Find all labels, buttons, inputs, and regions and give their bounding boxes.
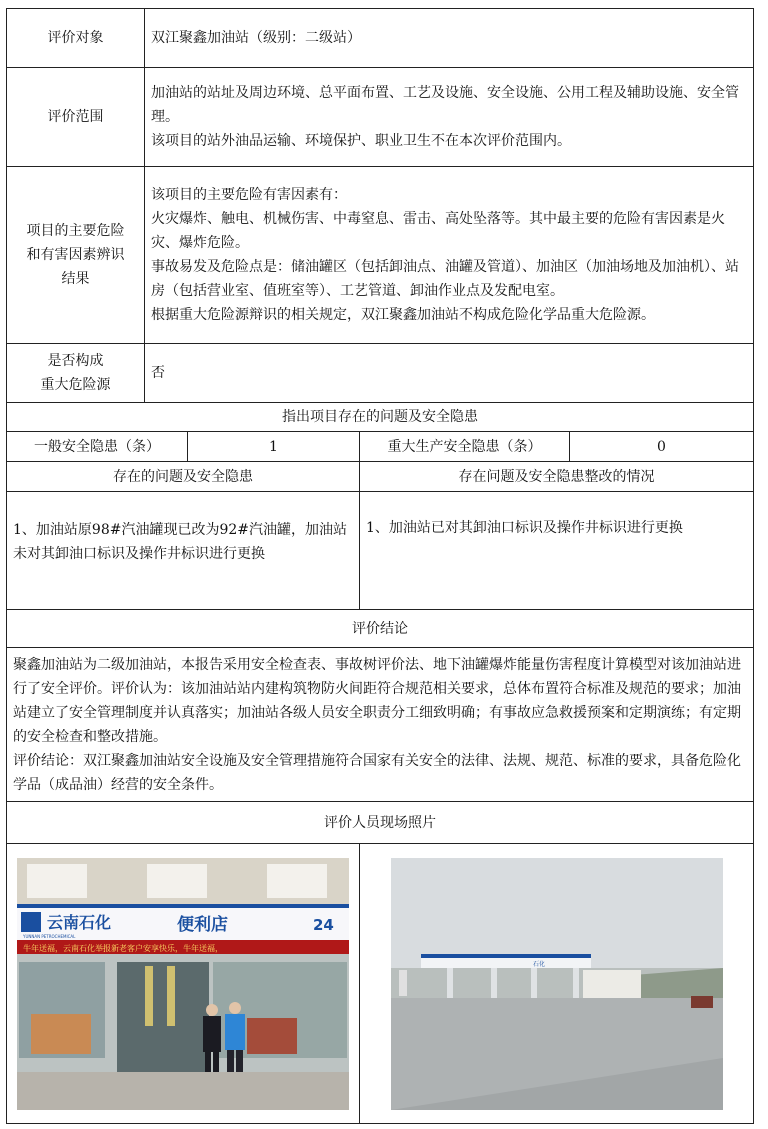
sign-24-text: 24: [313, 915, 334, 934]
value-general-hazards: 1: [188, 432, 360, 462]
value-evaluation-object: 双江聚鑫加油站（级别：二级站）: [145, 9, 754, 68]
value-major-hazards: 0: [570, 432, 754, 462]
value-main-hazards: [145, 167, 754, 344]
label-major-hazard-source: [7, 344, 145, 403]
row-issues-heading: [7, 403, 754, 432]
label-main-hazards: 项目的主要危险和有害因素辨识结果: [7, 167, 145, 344]
column-rectification: 存在问题及安全隐患整改的情况: [360, 462, 754, 492]
row-conclusion-heading: [7, 610, 754, 648]
evaluation-table: [6, 8, 754, 1124]
storefront-photo-image: [17, 858, 349, 1110]
row-issue-columns: [7, 462, 754, 492]
conclusion-paragraph: 聚鑫加油站为二级加油站，本报告采用安全检查表、事故树评价法、地下油罐爆炸能量伤害程度计算模型对该加油站进行了安全评价。评价认为：该加油站站内建构筑物防火间距符合规范相关要求，总体布置符合标准及规范的要求；加油站建立了安全管理制度并认真落实；加油站各级人员安全职责分工细致明确；有事故应急救援预案和定期演练；有定期的安全检查和整改措施。: [13, 656, 741, 745]
value-major-hazard-source: 否: [145, 344, 754, 403]
station-photo-image: [391, 858, 723, 1110]
label-line: 是否构成: [47, 353, 104, 369]
conclusion-paragraph: 评价结论：双江聚鑫加油站安全设施及安全管理措施符合国家有关安全的法律、法规、规范、标准的要求，具备危险化学品（成品油）经营的安全条件。: [13, 752, 741, 793]
row-conclusion-body: [7, 648, 754, 802]
photo-cell-left: [7, 844, 360, 1124]
hazard-line: 事故易发及危险点是：储油罐区（包括卸油点、油罐及管道）、加油区（加油场地及加油机）、站房（包括营业室、值班室等）、工艺管道、卸油作业点及发配电室。: [151, 259, 739, 299]
label-evaluation-object: 评价对象: [7, 9, 145, 68]
row-major-hazard-source: [7, 344, 754, 403]
storefront-photo: [17, 858, 349, 1110]
row-issue-detail: [7, 492, 754, 610]
sign-brand-subtext: YUNNAN PETROCHEMICAL: [23, 933, 76, 939]
issues-heading: 指出项目存在的问题及安全隐患: [7, 403, 754, 432]
hazard-line: 根据重大危险源辩识的相关规定，双江聚鑫加油站不构成危险化学品重大危险源。: [151, 307, 655, 323]
row-main-hazards: [7, 167, 754, 344]
station-photo: [391, 858, 723, 1110]
column-problems: 存在的问题及安全隐患: [7, 462, 360, 492]
canopy-brand-text: 石化: [532, 960, 545, 968]
banner-text: 牛年送福，云南石化举报新老客户安享快乐，牛年送福，: [23, 943, 223, 953]
sign-brand-text: 云南石化: [47, 912, 112, 932]
photo-cell-right: [360, 844, 754, 1124]
conclusion-body: [7, 648, 754, 802]
row-photos: [7, 844, 754, 1124]
row-photos-heading: [7, 802, 754, 844]
hazard-line: 该项目的主要危险有害因素有：: [151, 187, 347, 203]
scope-line: 加油站的站址及周边环境、总平面布置、工艺及设施、安全设施、公用工程及辅助设施、安全管理。: [151, 85, 739, 125]
row-evaluation-scope: [7, 68, 754, 167]
scope-line: 该项目的站外油品运输、环境保护、职业卫生不在本次评价范围内。: [151, 133, 571, 149]
hazard-line: 火灾爆炸、触电、机械伤害、中毒窒息、雷击、高处坠落等。其中最主要的危险有害因素是火灾、爆炸危险。: [151, 211, 725, 251]
row-issue-counts: [7, 432, 754, 462]
problem-text: 1、加油站原98#汽油罐现已改为92#汽油罐，加油站未对其卸油口标识及操作井标识进行更换: [7, 492, 360, 610]
label-major-hazards: 重大生产安全隐患（条）: [360, 432, 570, 462]
photos-heading: 评价人员现场照片: [7, 802, 754, 844]
rectification-text: 1、加油站已对其卸油口标识及操作井标识进行更换: [360, 492, 754, 610]
label-line: 重大危险源: [40, 377, 111, 393]
label-general-hazards: 一般安全隐患（条）: [7, 432, 188, 462]
row-evaluation-object: [7, 9, 754, 68]
value-evaluation-scope: [145, 68, 754, 167]
evaluation-summary-page: [6, 8, 753, 1124]
label-evaluation-scope: 评价范围: [7, 68, 145, 167]
sign-store-text: 便利店: [177, 914, 228, 935]
conclusion-heading: 评价结论: [7, 610, 754, 648]
